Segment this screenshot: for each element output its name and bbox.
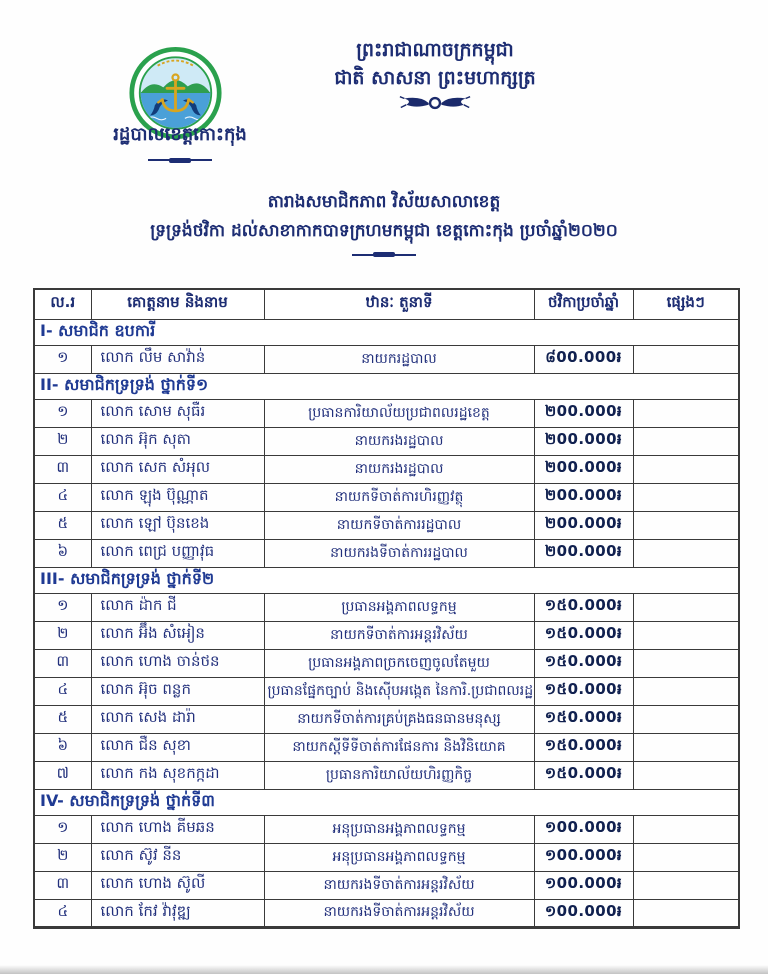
members-table-wrap (33, 288, 738, 929)
cell-no: ៣ (34, 649, 91, 677)
cell-name: លោក ឡៅ ប៊ុនខេង (91, 511, 264, 539)
col-header-name: គោត្តនាម និងនាម (91, 289, 264, 319)
cell-position: ប្រធានផ្នែកច្បាប់ និងស៊ើបអង្កេត នៃការិ.ប្រជាពលរដ្ឋ (264, 677, 534, 705)
cell-amount: ១00.000៛ (534, 899, 633, 927)
cell-position: ប្រធានការិយាល័យហិរញ្ញកិច្ច (264, 761, 534, 789)
administration-block (45, 122, 315, 161)
cell-position: ប្រធានអង្គភាពច្រកចេញចូលតែមួយ (264, 649, 534, 677)
members-table (33, 288, 740, 929)
cell-amount: ១៥0.000៛ (534, 649, 633, 677)
table-row (34, 705, 739, 733)
cell-other (633, 761, 739, 789)
cell-name: លោក លឹម សាវ៉ាន់ (91, 345, 264, 373)
cell-no: ២ (34, 621, 91, 649)
cell-no: ២ (34, 843, 91, 871)
kingdom-title: ព្រះរាជាណាចក្រកម្ពុជា (356, 39, 514, 61)
cell-other (633, 427, 739, 455)
cell-amount: ១៥0.000៛ (534, 677, 633, 705)
title-divider (352, 254, 416, 256)
col-header-position: ឋានៈ តួនាទី (264, 289, 534, 319)
cell-no: ៣ (34, 455, 91, 483)
national-motto: ជាតិ សាសនា ព្រះមហាក្សត្រ (334, 66, 536, 89)
cell-name: លោក កែវ វ៉ាវុឌ្ឍ (91, 899, 264, 927)
table-row (34, 733, 739, 761)
cell-no: ៥ (34, 511, 91, 539)
cell-position: នាយករងរដ្ឋបាល (264, 427, 534, 455)
section-header-row (34, 789, 739, 815)
cell-no: ១ (34, 345, 91, 373)
cell-name: លោក សោម សុធឺរ (91, 399, 264, 427)
cell-name: លោក ពេជ្រ បញ្ញាវុធ (91, 539, 264, 567)
table-row (34, 593, 739, 621)
cell-other (633, 483, 739, 511)
cell-amount: ១៥0.000៛ (534, 733, 633, 761)
section-header-row (34, 567, 739, 593)
cell-position: អនុប្រធានអង្គភាពលទ្ធកម្ម (264, 843, 534, 871)
cell-position: នាយកទីចាត់ការរដ្ឋបាល (264, 511, 534, 539)
cell-amount: ៨00.000៛ (534, 345, 633, 373)
table-row (34, 539, 739, 567)
section-header: III- សមាជិកទ្រទ្រង់ ថ្នាក់ទី២ (34, 567, 739, 593)
section-header: IV- សមាជិកទ្រទ្រង់ ថ្នាក់ទី៣ (34, 789, 739, 815)
cell-other (633, 871, 739, 899)
section-header-row (34, 373, 739, 399)
title-line-2: ទ្រទ្រង់ថវិកា ដល់សាខាកាកបាទក្រហមកម្ពុជា ខេត្តកោះកុង ប្រចាំឆ្នាំ២០២០ (150, 220, 618, 241)
cell-other (633, 511, 739, 539)
cell-no: ១ (34, 815, 91, 843)
administration-name: រដ្ឋបាលខេត្តកោះកុង (113, 124, 247, 145)
cell-other (633, 345, 739, 373)
cell-position: នាយករងទីចាត់ការអន្តរវិស័យ (264, 899, 534, 927)
cell-name: លោក ហោង ចាន់ថន (91, 649, 264, 677)
cell-position: នាយករងរដ្ឋបាល (264, 455, 534, 483)
table-header-row (34, 289, 739, 319)
cell-amount: ១00.000៛ (534, 843, 633, 871)
table-row (34, 511, 739, 539)
col-header-number: ល.រ (34, 289, 91, 319)
cell-other (633, 677, 739, 705)
cell-name: លោក ឡុង ប៊ុណ្ណាត (91, 483, 264, 511)
table-row (34, 649, 739, 677)
cell-other (633, 593, 739, 621)
cell-other (633, 455, 739, 483)
cell-other (633, 733, 739, 761)
cell-other (633, 815, 739, 843)
cell-name: លោក អ៊ុក សុតា (91, 427, 264, 455)
table-row (34, 677, 739, 705)
cell-amount: ១៥0.000៛ (534, 705, 633, 733)
table-row (34, 761, 739, 789)
cell-other (633, 843, 739, 871)
table-row (34, 899, 739, 927)
table-row (34, 345, 739, 373)
cell-no: ៧ (34, 761, 91, 789)
admin-divider (148, 159, 212, 161)
cell-no: ៤ (34, 483, 91, 511)
cell-no: ១ (34, 399, 91, 427)
table-row (34, 843, 739, 871)
cell-other (633, 399, 739, 427)
cell-name: លោក សេង ដារ៉ា (91, 705, 264, 733)
cell-amount: ២00.000៛ (534, 455, 633, 483)
winged-ornament-icon (260, 94, 610, 118)
table-row (34, 483, 739, 511)
cell-name: លោក ហោង ស៊ូលី (91, 871, 264, 899)
cell-position: នាយកទីចាត់ការអន្តរវិស័យ (264, 621, 534, 649)
scan-page-bottom-edge (0, 965, 768, 974)
col-header-other: ផ្សេងៗ (633, 289, 739, 319)
cell-other (633, 899, 739, 927)
cell-no: ២ (34, 427, 91, 455)
cell-position: ប្រធានការិយាល័យប្រជាពលរដ្ឋខេត្ត (264, 399, 534, 427)
cell-amount: ១៥0.000៛ (534, 621, 633, 649)
cell-other (633, 621, 739, 649)
cell-name: លោក ហោង គីមឆន (91, 815, 264, 843)
section-header-row (34, 319, 739, 345)
cell-no: ៦ (34, 733, 91, 761)
cell-position: នាយកស្ដីទីទីចាត់ការផែនការ និងវិនិយោគ (264, 733, 534, 761)
cell-amount: ២00.000៛ (534, 399, 633, 427)
cell-other (633, 539, 739, 567)
cell-position: នាយកទីចាត់ការគ្រប់គ្រងធនធានមនុស្ស (264, 705, 534, 733)
cell-amount: ២00.000៛ (534, 427, 633, 455)
col-header-annual-budget: ថវិកាប្រចាំឆ្នាំ (534, 289, 633, 319)
table-row (34, 815, 739, 843)
cell-name: លោក ស៊ូវ នីន (91, 843, 264, 871)
cell-position: ប្រធានអង្គភាពលទ្ធកម្ម (264, 593, 534, 621)
cell-no: ៤ (34, 899, 91, 927)
cell-name: លោក សេក សំអុល (91, 455, 264, 483)
cell-name: លោក កង សុខកក្កដា (91, 761, 264, 789)
cell-other (633, 705, 739, 733)
cell-name: លោក ជឺន សុខា (91, 733, 264, 761)
table-body (34, 319, 739, 927)
cell-amount: ២00.000៛ (534, 483, 633, 511)
table-row (34, 621, 739, 649)
document-title (0, 188, 768, 256)
cell-amount: ១៥0.000៛ (534, 593, 633, 621)
cell-other (633, 649, 739, 677)
cell-amount: ២00.000៛ (534, 539, 633, 567)
cell-amount: ១00.000៛ (534, 871, 633, 899)
table-row (34, 399, 739, 427)
section-header: I- សមាជិក ឧបការី (34, 319, 739, 345)
cell-position: នាយកទីចាត់ការហិរញ្ញវត្ថុ (264, 483, 534, 511)
royal-header (260, 38, 610, 118)
cell-position: នាយករងទីចាត់ការអន្តរវិស័យ (264, 871, 534, 899)
cell-amount: ១00.000៛ (534, 815, 633, 843)
cell-position: នាយករដ្ឋបាល (264, 345, 534, 373)
table-row (34, 455, 739, 483)
cell-name: លោក ដ៉ាក ជី (91, 593, 264, 621)
cell-amount: ២00.000៛ (534, 511, 633, 539)
cell-amount: ១៥0.000៛ (534, 761, 633, 789)
section-header: II- សមាជិកទ្រទ្រង់ ថ្នាក់ទី១ (34, 373, 739, 399)
cell-position: នាយករងទីចាត់ការរដ្ឋបាល (264, 539, 534, 567)
title-line-1: តារាងសមាជិកភាព វិស័យសាលាខេត្ត (267, 192, 501, 212)
table-row (34, 427, 739, 455)
cell-no: ១ (34, 593, 91, 621)
cell-no: ៤ (34, 677, 91, 705)
table-row (34, 871, 739, 899)
cell-name: លោក អ៊ឹង សំអៀន (91, 621, 264, 649)
cell-name: លោក អ៊ុច ពន្លក (91, 677, 264, 705)
cell-position: អនុប្រធានអង្គភាពលទ្ធកម្ម (264, 815, 534, 843)
cell-no: ៣ (34, 871, 91, 899)
cell-no: ៥ (34, 705, 91, 733)
cell-no: ៦ (34, 539, 91, 567)
